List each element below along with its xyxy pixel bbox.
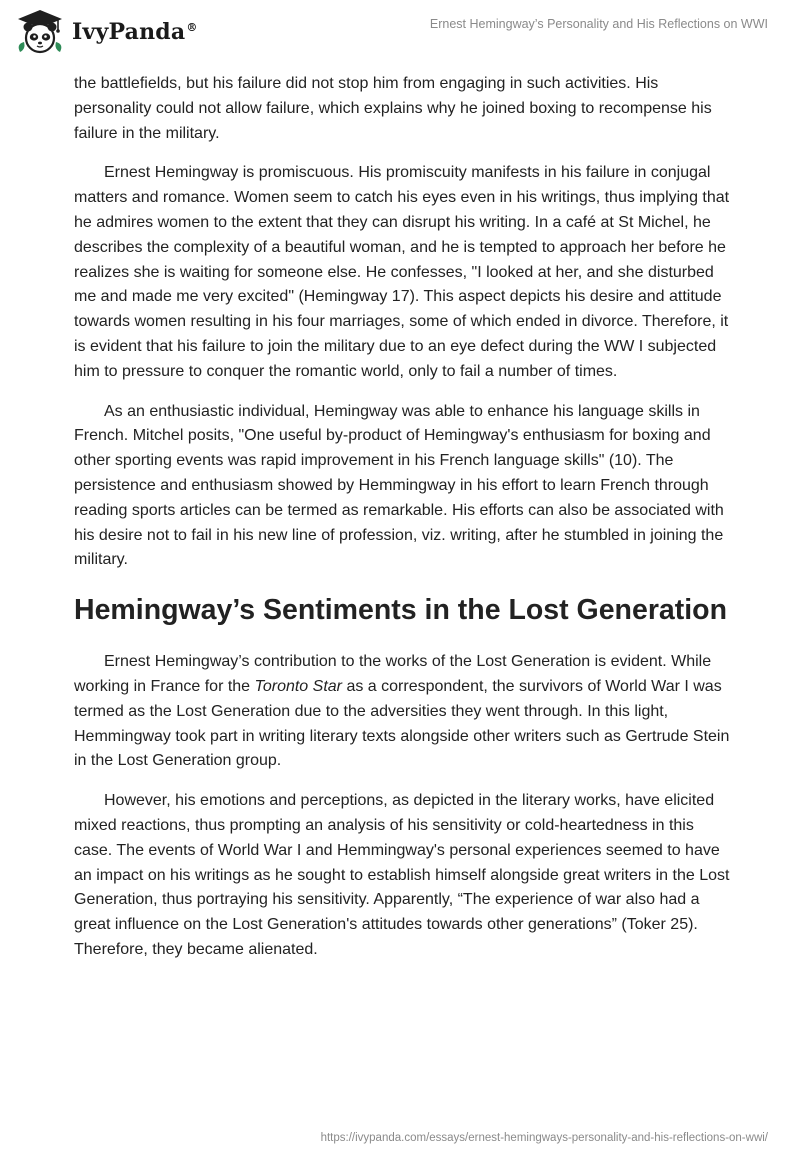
brand-name: IvyPanda® (72, 19, 198, 45)
page-header (0, 0, 800, 60)
paragraph: However, his emotions and perceptions, as depicted in the literary works, have elicited mixed reactions, thus prompting an analysis of his sensitivity or cold-heartedness in this case. The events of World War I and Hemmingway's personal experiences seemed to have an impact on his writings as he sought to establish himself alongside great writers in the Lost Generation, thus portraying his sensitivity. Apparently, “The experience of war also had a great influence on the Lost Generation's attitudes towards other generations” (Toker 25). Therefore, they became alienated. (74, 792, 730, 958)
paragraph-text: as a correspondent, the survivors of World War I was termed as the Lost Generation due to the adversities they went through. In this light, Hemmingway took part in writing literary texts alongside other writers such as Gertrude Stein in the Lost Generation group. (74, 677, 730, 770)
section-heading: Hemingway’s Sentiments in the Lost Generation (74, 594, 727, 627)
ivypanda-logo[interactable] (14, 8, 198, 56)
publication-title: Toronto Star (254, 677, 342, 695)
paragraph: the battlefields, but his failure did not stop him from engaging in such activities. His personality could not allow failure, which explains why he joined boxing to recompense his failure in the military. (74, 75, 712, 142)
essay-content (74, 72, 734, 978)
source-url[interactable]: https://ivypanda.com/essays/ernest-hemingways-personality-and-his-reflections-on-wwi/ (320, 1132, 768, 1144)
paragraph: Ernest Hemingway is promiscuous. His promiscuity manifests in his failure in conjugal matters and romance. Women seem to catch his eyes even in his writings, thus implying that he admires women to the extent that they can disrupt his writing. In a café at St Michel, he describes the complexity of a beautiful woman, and he is tempted to approach her before he realizes she is waiting for someone else. He confesses, "I looked at her, and she disturbed me and made me very excited" (Hemingway 17). This aspect depicts his desire and attitude towards women resulting in his four marriages, some of which ended in divorce. Therefore, it is evident that his failure to join the military due to an eye defect during the WW I subjected him to pressure to conquer the romantic world, only to fail a number of times. (74, 164, 730, 380)
paragraph-text: Ernest Hemingway’s contribution to the works of the Lost Generation is evident. While working in France for the (74, 653, 712, 695)
registered-mark: ® (186, 20, 198, 34)
panda-graduate-icon (14, 8, 66, 56)
paragraph: As an enthusiastic individual, Hemingway was able to enhance his language skills in French. Mitchel posits, "One useful by-product of Hemingway's enthusiasm for boxing and other sporting events was rapid improvement in his French language skills" (10). The persistence and enthusiasm showed by Hemmingway in his effort to learn French through reading sports articles can be termed as remarkable. His efforts can also be associated with his desire not to fail in his new line of profession, viz. writing, after he stumbled in joining the military. (74, 402, 724, 569)
paragraph (74, 650, 734, 774)
document-title: Ernest Hemingway’s Personality and His Reflections on WWI (429, 17, 768, 31)
